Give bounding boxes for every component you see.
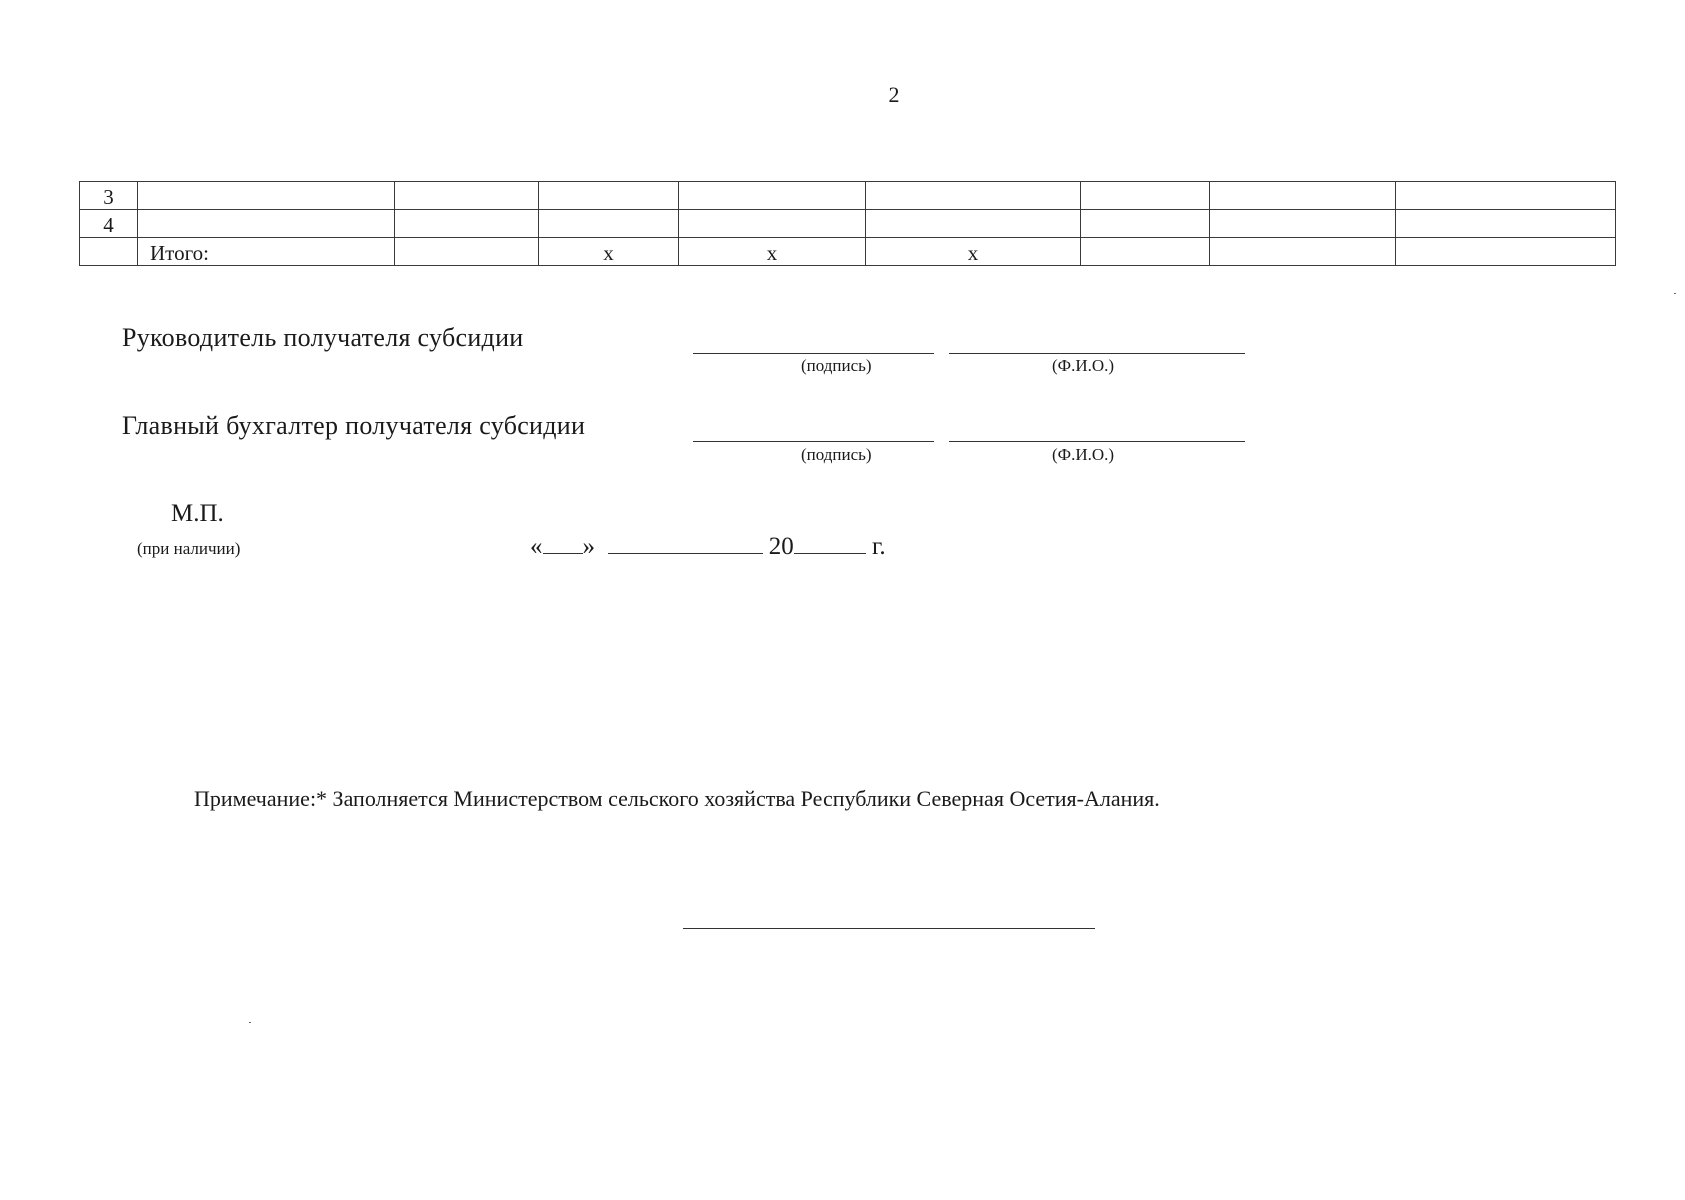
date-open-quote: « — [530, 533, 543, 560]
head-signature-caption: (подпись) — [801, 356, 872, 375]
table-cell — [539, 210, 679, 238]
scan-speck — [249, 1022, 251, 1023]
date-field — [530, 533, 886, 561]
total-label: Итого: — [138, 238, 395, 266]
table-row — [80, 182, 1616, 210]
stamp-label: М.П. — [171, 500, 224, 527]
table-cell: x — [539, 238, 679, 266]
table-cell — [1396, 238, 1616, 266]
head-name-caption: (Ф.И.О.) — [1052, 356, 1115, 375]
row-number — [80, 238, 138, 266]
table-cell: x — [679, 238, 866, 266]
accountant-name-line — [949, 441, 1245, 442]
head-name-line — [949, 353, 1245, 354]
table-cell — [138, 210, 395, 238]
table-cell — [679, 210, 866, 238]
accountant-signature-caption: (подпись) — [801, 445, 872, 464]
table-cell — [1081, 182, 1210, 210]
table-cell — [539, 182, 679, 210]
year-suffix: г. — [872, 533, 886, 560]
year-prefix: 20 — [768, 533, 794, 560]
table-cell — [1081, 238, 1210, 266]
table-cell — [1210, 210, 1396, 238]
end-divider — [683, 928, 1095, 929]
table-cell — [866, 182, 1081, 210]
table-cell — [138, 182, 395, 210]
table-cell — [866, 210, 1081, 238]
footnote: Примечание:* Заполняется Министерством сельского хозяйства Республики Северная Осетия-Алания. — [194, 786, 1160, 811]
day-blank — [543, 533, 583, 554]
table-cell — [395, 182, 539, 210]
table-row — [80, 210, 1616, 238]
scan-speck — [1674, 293, 1676, 294]
accountant-name-caption: (Ф.И.О.) — [1052, 445, 1115, 464]
table-cell: x — [866, 238, 1081, 266]
table-cell — [395, 238, 539, 266]
head-signature-label: Руководитель получателя субсидии — [122, 323, 524, 352]
row-number: 3 — [80, 182, 138, 210]
year-blank — [794, 533, 866, 554]
month-blank — [608, 533, 763, 554]
accountant-signature-line — [693, 441, 934, 442]
stamp-note: (при наличии) — [137, 539, 241, 558]
table-cell — [1396, 182, 1616, 210]
table-cell — [1210, 182, 1396, 210]
table-cell — [1396, 210, 1616, 238]
summary-table — [79, 181, 1616, 266]
accountant-signature-label: Главный бухгалтер получателя субсидии — [122, 411, 586, 440]
table-cell — [679, 182, 866, 210]
head-signature-line — [693, 353, 934, 354]
table-row-total — [80, 238, 1616, 266]
table-cell — [1081, 210, 1210, 238]
table-cell — [395, 210, 539, 238]
row-number: 4 — [80, 210, 138, 238]
page-number: 2 — [888, 82, 900, 107]
date-close-quote: » — [582, 533, 595, 560]
table-cell — [1210, 238, 1396, 266]
